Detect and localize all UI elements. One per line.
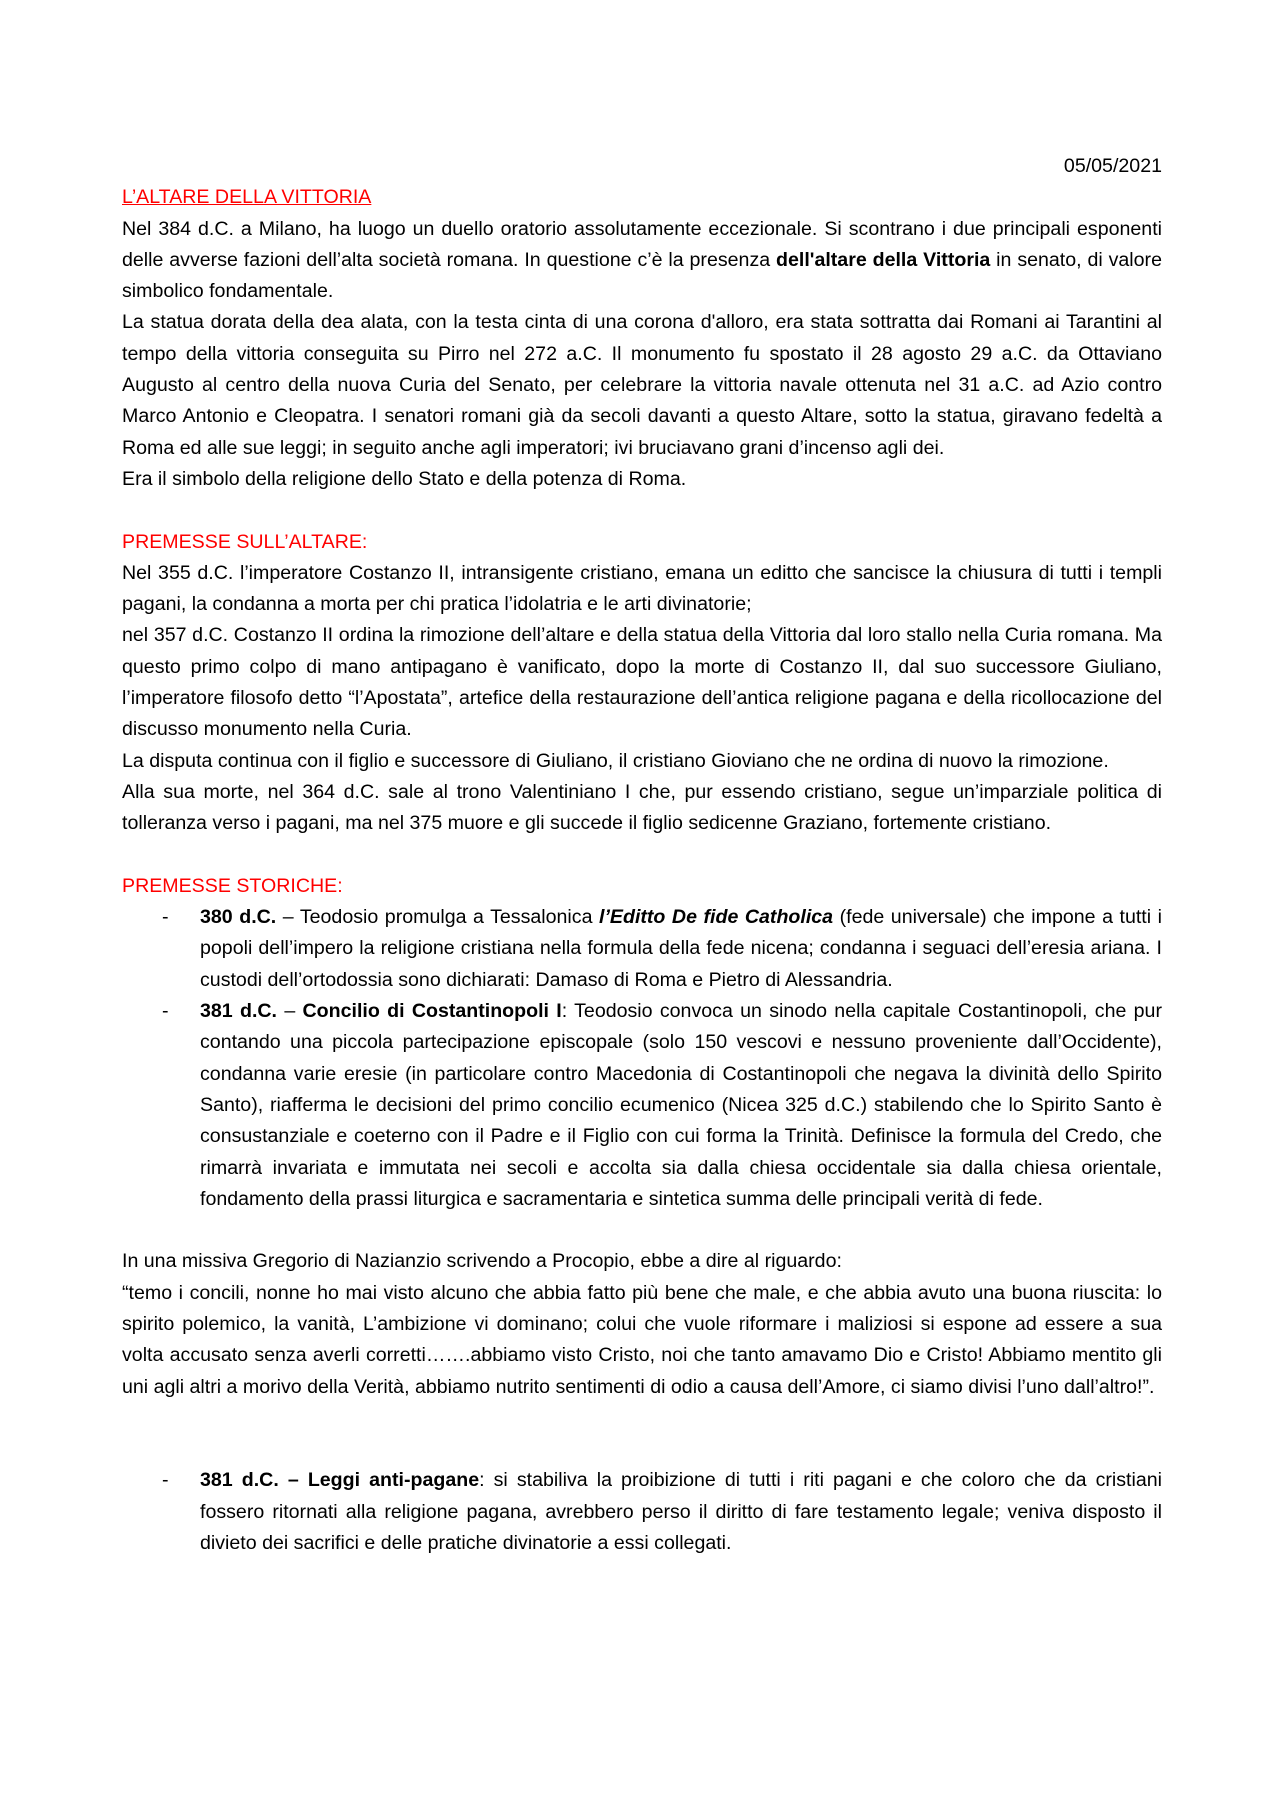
section-title-premesse-altare: PREMESSE SULL’ALTARE: xyxy=(122,530,368,553)
bold-text: Concilio di Costantinopoli I xyxy=(302,1000,562,1023)
paragraph: Nel 355 d.C. l’imperatore Costanzo II, intransigente cristiano, emana un editto che sancisce la chiusura di tutti i templi pagani, la condanna a morta per chi pratica l’idolatria e le arti divinatorie; xyxy=(122,561,1162,616)
bullet-marker: - xyxy=(162,906,169,929)
bullet-marker: - xyxy=(162,1469,169,1492)
spacer xyxy=(122,495,1162,526)
section-title-premesse-storiche: PREMESSE STORICHE: xyxy=(122,874,343,897)
quote-intro: In una missiva Gregorio di Nazianzio scrivendo a Procopio, ebbe a dire al riguardo: xyxy=(122,1250,842,1273)
item-text: (fede universale) che impone a tutti i popoli dell’impero la religione cristiana nella formula della fede nicena; condanna i seguaci dell’eresia ariana. I custodi dell’ortodossia sono dichiarati: Damaso di Roma e Pietro di Alessandria. xyxy=(200,906,1162,991)
list-item xyxy=(122,1465,1162,1559)
paragraph-text: in senato, di valore simbolico fondamentale. xyxy=(122,248,1162,303)
item-text: : Teodosio convoca un sinodo nella capitale Costantinopoli, che pur contando una piccola partecipazione episcopale (solo 150 vescovi e nessuno proveniente dall’Occidente), condanna varie eresie (in particolare contro Macedonia di Costantinopoli che negava la divinità dello Spirito Santo), riafferma le decisioni del primo concilio ecumenico (Nicea 325 d.C.) stabilendo che lo Spirito Santo è consustanziale e coeterno con il Padre e il Figlio con cui forma la Trinità. Definisce la formula del Credo, che rimarrà invariata e immutata nei secoli e accolta sia dalla chiesa occidentale sia dalla chiesa orientale, fondamento della prassi liturgica e sacramentaria e sintetica summa delle principali verità di fede. xyxy=(200,1000,1162,1210)
paragraph xyxy=(122,214,1162,308)
paragraph: Alla sua morte, nel 364 d.C. sale al trono Valentiniano I che, pur essendo cristiano, segue un’imparziale politica di tolleranza verso i pagani, ma nel 375 muore e gli succede il figlio sedicenne Graziano, fortemente cristiano. xyxy=(122,780,1162,835)
bullet-marker: - xyxy=(162,1000,169,1023)
bold-text: 380 d.C. xyxy=(200,906,277,929)
spacer xyxy=(122,840,1162,871)
item-text: – xyxy=(277,1000,303,1023)
spacer xyxy=(122,1403,1162,1434)
spacer xyxy=(122,1434,1162,1465)
item-text: – Teodosio promulga a Tessalonica xyxy=(276,906,600,929)
quote-text: “temo i concili, nonne ho mai visto alcuno che abbia fatto più bene che male, e che abbia avuto una buona riuscita: lo spirito polemico, la vanità, L’ambizione vi dominano; colui che vuole riformare i maliziosi si espone ad essere a sua volta accusato senza averli corretti…….abbiamo visto Cristo, noi che tanto amavamo Dio e Cristo! Abbiamo mentito gli uni agli altri a morivo della Verità, abbiamo nutrito sentimenti di odio a causa dell’Amore, ci siamo divisi l’uno dall’altro!”. xyxy=(122,1281,1162,1398)
paragraph: La statua dorata della dea alata, con la testa cinta di una corona d'alloro, era stata sottratta dai Romani ai Tarantini al tempo della vittoria conseguita su Pirro nel 272 a.C. Il monumento fu spostato il 28 agosto 29 a.C. da Ottaviano Augusto al centro della nuova Curia del Senato, per celebrare la vittoria navale ottenuta nel 31 a.C. ad Azio contro Marco Antonio e Cleopatra. I senatori romani già da secoli davanti a questo Altare, sotto la statua, giravano fedeltà a Roma ed alle sue leggi; in seguito anche agli imperatori; ivi bruciavano grani d’incenso agli dei. xyxy=(122,311,1162,459)
document-body xyxy=(122,151,1162,1559)
document-date: 05/05/2021 xyxy=(1063,155,1162,177)
bold-text: dell'altare della Vittoria xyxy=(776,248,991,271)
bold-text: 381 d.C. – Leggi anti-pagane xyxy=(200,1469,480,1492)
emphasis-text: l’Editto De fide Catholica xyxy=(599,906,834,929)
paragraph: nel 357 d.C. Costanzo II ordina la rimozione dell’altare e della statua della Vittoria dal loro stallo nella Curia romana. Ma questo primo colpo di mano antipagano è vanificato, dopo la morte di Costanzo II, dal suo successore Giuliano, l’imperatore filosofo detto “l’Apostata”, artefice della restaurazione dell’antica religione pagana e della ricollocazione del discusso monumento nella Curia. xyxy=(122,624,1162,741)
paragraph: La disputa continua con il figlio e successore di Giuliano, il cristiano Gioviano che ne ordina di nuovo la rimozione. xyxy=(122,749,1109,772)
item-text: : si stabiliva la proibizione di tutti i riti pagani e che coloro che da cristiani fossero ritornati alla religione pagana, avrebbero perso il diritto di fare testamento legale; veniva disposto il divieto dei sacrifici e delle pratiche divinatorie a essi collegati. xyxy=(200,1469,1162,1555)
spacer xyxy=(122,1215,1162,1246)
paragraph-text: Nel 384 d.C. a Milano, ha luogo un duello oratorio assolutamente eccezionale. Si scontrano i due principali esponenti delle avverse fazioni dell’alta società romana. In questione c’è la presenza xyxy=(122,217,1162,271)
bold-text: 381 d.C. xyxy=(200,1000,278,1023)
section-title-altare: L’ALTARE DELLA VITTORIA xyxy=(122,186,372,209)
list-item xyxy=(122,996,1162,1215)
paragraph: Era il simbolo della religione dello Stato e della potenza di Roma. xyxy=(122,467,687,490)
list-item xyxy=(122,902,1162,996)
